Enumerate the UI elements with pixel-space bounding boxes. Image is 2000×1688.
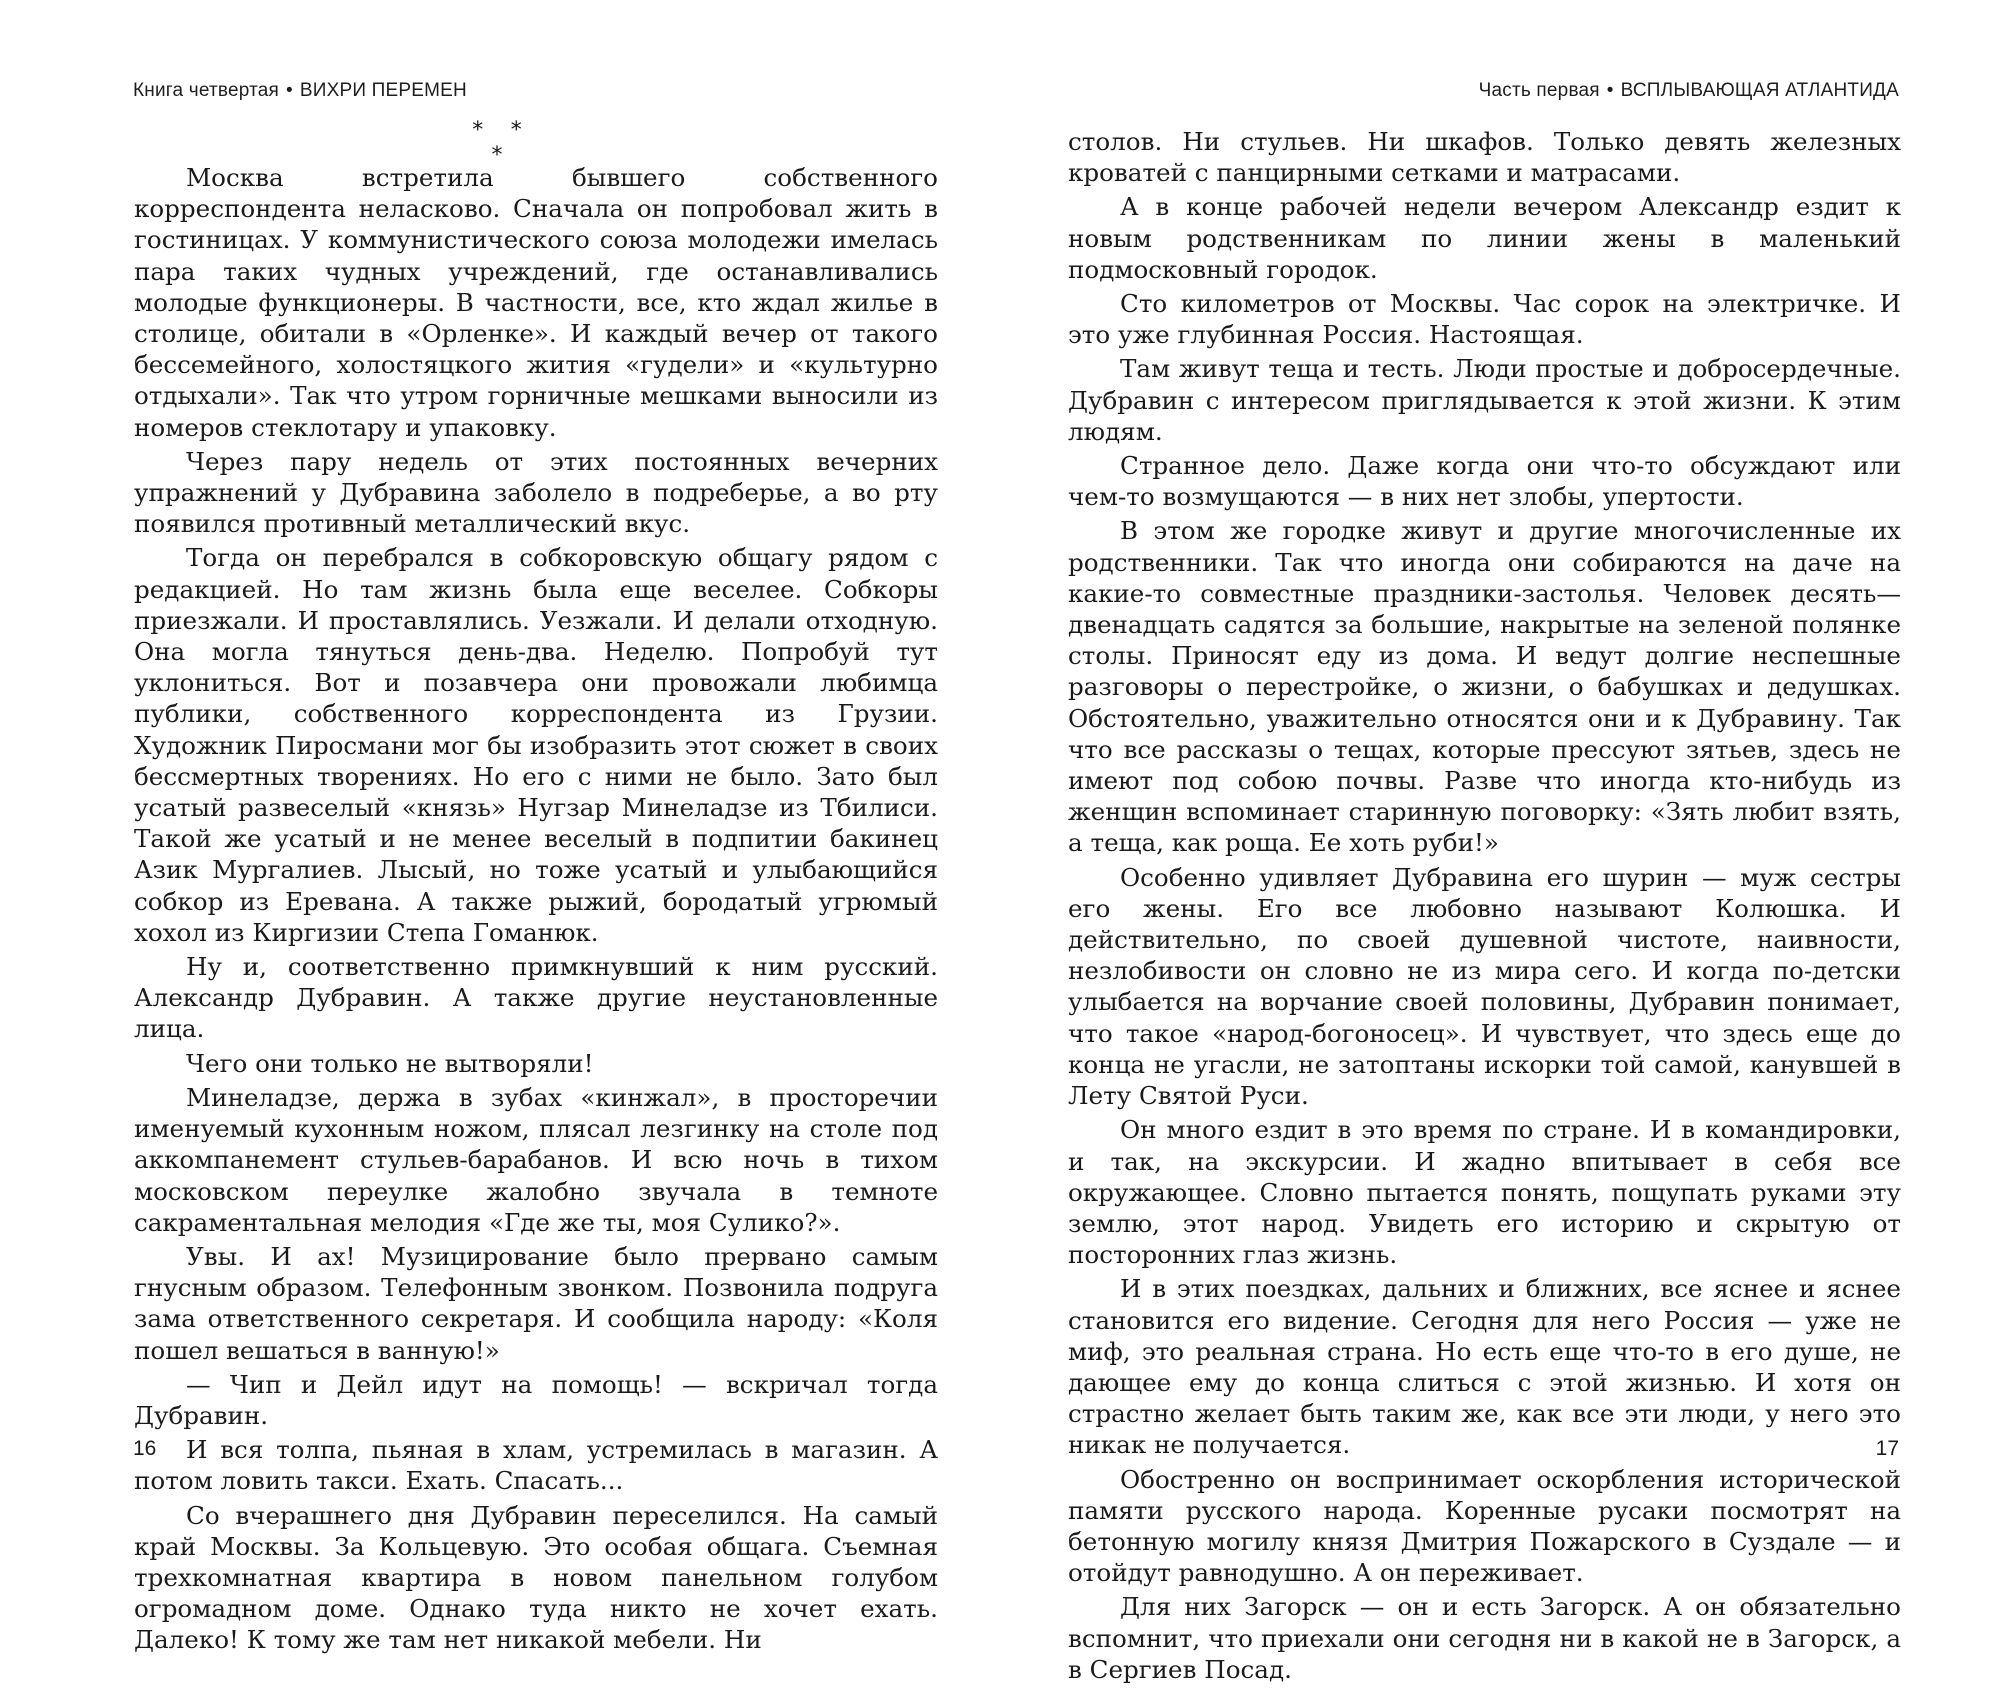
bullet-separator: • <box>286 80 293 101</box>
paragraph: Тогда он перебрался в собкоровскую общагу рядом с редакцией. Но там жизнь была еще веселее. Собкоры приезжали. И проставлялись. Уезжали. И делали отходную. Она могла тянуться день-два. Неделю. Попробуй тут уклониться. Вот и позавчера они провожали любимца публики, собственного корреспондента из Грузии. Художник Пиросмани мог бы изобразить этот сюжет в своих бессмертных творениях. Но его с ними не было. Зато был усатый развеселый «князь» Нугзар Минеладзе из Тбилиси. Такой же усатый и не менее веселый в подпитии бакинец Азик Мургалиев. Лысый, но тоже усатый и улыбающийся собкор из Еревана. А также рыжий, бородатый угрюмый хохол из Киргизии Степа Гоманюк. <box>134 543 938 947</box>
paragraph: Москва встретила бывшего собственного корреспондента неласково. Сначала он попробовал жить в гостиницах. У коммунистического союза молодежи имелась пара таких чудных учреждений, где останавливались молодые функционеры. В частности, все, кто ждал жилье в столице, обитали в «Орленке». И каждый вечер от такого бессемейного, холостяцкого жития «гудели» и «культурно отдыхали». Так что утром горничные мешками выносили из номеров стеклотару и упаковку. <box>134 163 938 442</box>
paragraph: — Чип и Дейл идут на помощь! — вскричал тогда Дубравин. <box>134 1369 938 1430</box>
paragraph: Чего они только не вытворяли! <box>186 1048 594 1078</box>
book-title: ВИХРИ ПЕРЕМЕН <box>299 80 467 101</box>
paragraph: Он много ездит в это время по стране. И в командировки, и так, на экскурсии. И жадно впитывает в себя все окружающее. Словно пытается понять, пощупать руками эту землю, этот народ. Увидеть его историю и скрытую от посторонних глаз жизнь. <box>1068 1115 1901 1270</box>
left-page <box>0 0 1000 1655</box>
page-number-right: 17 <box>1875 1437 1899 1460</box>
paragraph: Сто километров от Москвы. Час сорок на электричке. И это уже глубинная Россия. Настоящая. <box>1068 289 1901 350</box>
running-head-left <box>133 80 467 102</box>
book-label: Книга четвертая <box>133 80 280 101</box>
page-number-left: 16 <box>133 1437 157 1460</box>
paragraph: И вся толпа, пьяная в хлам, устремилась в магазин. А потом ловить такси. Ехать. Спасать... <box>134 1435 938 1496</box>
paragraph: Странное дело. Даже когда они что-то обсуждают или чем-то возмущаются — в них нет злобы, упертости. <box>1068 451 1901 512</box>
paragraph: Обостренно он воспринимает оскорбления исторической памяти русского народа. Коренные русаки посмотрят на бетонную могилу князя Дмитрия Пожарского в Суздале — и отойдут равнодушно. А он переживает. <box>1068 1464 1901 1588</box>
right-page <box>1000 0 2000 1684</box>
paragraph: Через пару недель от этих постоянных вечерних упражнений у Дубравина заболело в подреберье, а во рту появился противный металлический вкус. <box>134 446 938 539</box>
text-column-left <box>134 162 938 1659</box>
paragraph: Увы. И ах! Музицирование было прервано самым гнусным образом. Телефонным звонком. Позвонила подруга зама ответственного секретаря. И сообщила народу: «Коля пошел вешаться в ванную!» <box>134 1241 938 1365</box>
paragraph-continued: столов. Ни стульев. Ни шкафов. Только девять железных кроватей с панцирными сетками и матрасами. <box>1068 127 1901 188</box>
paragraph: Там живут теща и тесть. Люди простые и добросердечные. Дубравин с интересом приглядывается к этой жизни. К этим людям. <box>1068 354 1901 446</box>
running-head-right <box>1479 80 1899 102</box>
part-label: Часть первая <box>1478 80 1600 101</box>
paragraph: В этом же городке живут и другие многочисленные их родственники. Так что иногда они собираются на даче на какие-то совместные праздники-застолья. Человек десять—двенадцать садятся за большие, накрытые на зеленой полянке столы. Приносят еду из дома. И ведут долгие неспешные разговоры о перестройке, о жизни, о бабушках и дедушках. Обстоятельно, уважительно относятся они и к Дубравину. Так что все рассказы о тещах, которые прессуют зятьев, здесь не имеют под собою почвы. Разве что иногда кто-нибудь из женщин вспоминает старинную поговорку: «Зять любит взять, а теща, как роща. Ее хоть руби!» <box>1068 516 1901 858</box>
paragraph: Для них Загорск — он и есть Загорск. А он обязательно вспомнит, что приехали они сегодня ни в какой не в Загорск, а в Сергиев Посад. <box>1068 1592 1901 1684</box>
bullet-separator: • <box>1606 80 1614 101</box>
part-title: ВСПЛЫВАЮЩАЯ АТЛАНТИДА <box>1620 80 1899 101</box>
section-ornament: * * * <box>471 118 529 168</box>
paragraph: И в этих поездках, дальних и ближних, все яснее и яснее становится его видение. Сегодня для него Россия — уже не миф, это реальная страна. Но есть еще что-то в его душе, не дающее ему до конца слиться с этой жизнью. И хотя он страстно желает быть таким же, как все эти люди, у него это никак не получается. <box>1068 1274 1901 1460</box>
paragraph: Особенно удивляет Дубравина его шурин — муж сестры его жены. Его все любовно называют Колюшка. И действительно, по своей душевной чистоте, наивности, незлобивости он словно не из мира сего. И когда по-детски улыбается на ворчание своей половины, Дубравин понимает, что такое «народ-богоносец». И чувствует, что здесь еще до конца не угасли, не затоптаны искорки той самой, канувшей в Лету Святой Руси. <box>1068 862 1901 1111</box>
text-column-right <box>1068 126 1901 1688</box>
paragraph: Со вчерашнего дня Дубравин переселился. На самый край Москвы. За Кольцевую. Это особая общага. Съемная трехкомнатная квартира в новом панельном голубом огромадном доме. Однако туда никто не хочет ехать. Далеко! К тому же там нет никакой мебели. Ни <box>134 1500 938 1655</box>
paragraph: Минеладзе, держа в зубах «кинжал», в просторечии именуемый кухонным ножом, плясал лезгинку на столе под аккомпанемент стульев-барабанов. И всю ночь в тихом московском переулке жалобно звучала в темноте сакраментальная мелодия «Где же ты, моя Сулико?». <box>134 1082 938 1237</box>
paragraph: А в конце рабочей недели вечером Александр ездит к новым родственникам по линии жены в маленький подмосковный городок. <box>1068 192 1901 284</box>
paragraph: Ну и, соответственно примкнувший к ним русский. Александр Дубравин. А также другие неустановленные лица. <box>134 952 938 1044</box>
